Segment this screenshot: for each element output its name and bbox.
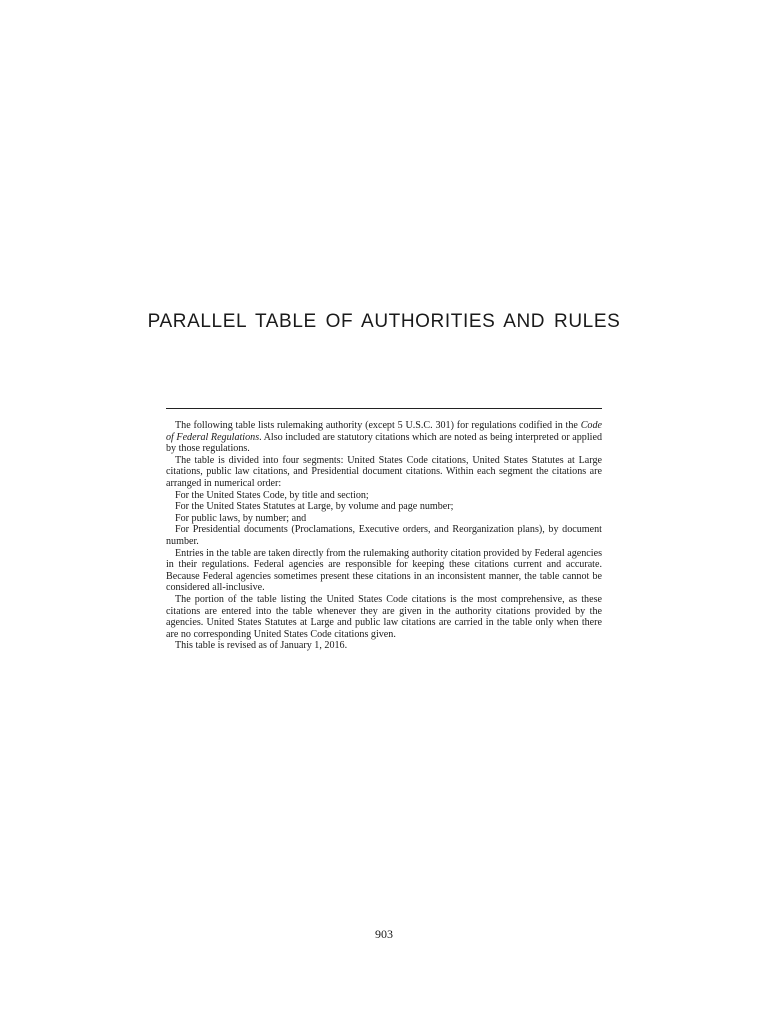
page-number: 903: [375, 927, 393, 941]
intro-paragraph-entries: Entries in the table are taken directly from the rulemaking authority citation provided by Federal agencies in their regulations. Federal agencies are responsible for keeping these citations current and accurate. Because Federal agencies sometimes present these citations in an inconsistent manner, the table cannot be considered all-inclusive.: [166, 547, 602, 594]
list-item-usc: For the United States Code, by title and section;: [175, 489, 369, 501]
intro-paragraph-portion: The portion of the table listing the United States Code citations is the most comprehensive, as these citations are entered into the table whenever they are given in the authority citations provided by the agencies. United States Statutes at Large and public law citations are carried in the table only when there are no corresponding United States Code citations given.: [166, 593, 602, 640]
list-item-statutes: For the United States Statutes at Large, by volume and page number;: [175, 501, 454, 513]
intro-text: [166, 420, 602, 652]
list-item-presidential: For Presidential documents (Proclamations, Executive orders, and Reorganization plans), by document number.: [166, 524, 602, 547]
intro-paragraph-scope: The following table lists rulemaking authority (except 5 U.S.C. 301) for regulations codified in the Code of Federal Regulations. Also included are statutory citations which are noted as being interpreted or applied by those regulations.: [166, 420, 602, 455]
intro-paragraph-segments: The table is divided into four segments: United States Code citations, United States Statutes at Large citations, public law citations, and Presidential document citations. Within each segment the citations are arranged in numerical order:: [166, 454, 602, 489]
section-divider: [166, 408, 602, 409]
intro-paragraph-revision: This table is revised as of January 1, 2016.: [175, 640, 348, 652]
list-item-public-laws: For public laws, by number; and: [175, 512, 307, 524]
page-title: PARALLEL TABLE OF AUTHORITIES AND RULES: [147, 310, 621, 332]
cfr-title-italic: Code of Federal Regulations: [166, 420, 602, 443]
